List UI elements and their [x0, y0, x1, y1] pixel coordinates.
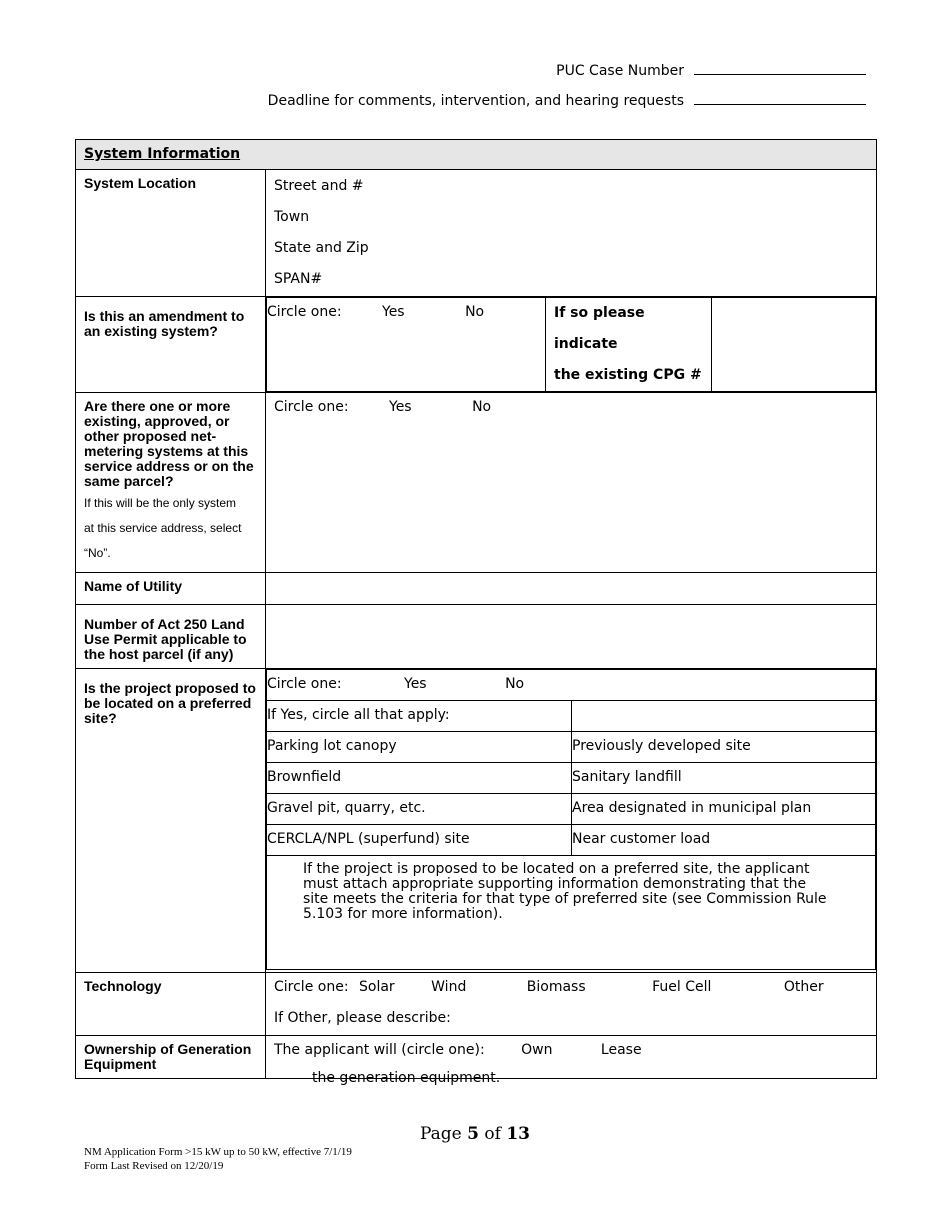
- amendment-no[interactable]: No: [465, 304, 485, 320]
- technology-label: Technology: [76, 973, 266, 1036]
- note-line-1: If this will be the only system: [84, 496, 237, 510]
- deadline-label: Deadline for comments, intervention, and hearing requests: [267, 93, 684, 109]
- puc-case-number-field[interactable]: [694, 62, 866, 75]
- page-number: [0, 1124, 950, 1144]
- span-field[interactable]: SPAN#: [274, 271, 323, 287]
- preferred-yes[interactable]: Yes: [404, 676, 427, 692]
- existing-cpg-label: [546, 298, 712, 392]
- site-cercla[interactable]: CERCLA/NPL (superfund) site: [267, 825, 572, 856]
- technology-choice: [266, 973, 876, 1004]
- if-yes-instruction: If Yes, circle all that apply:: [267, 701, 572, 732]
- cpg-label-line1: If so please indicate: [554, 305, 645, 352]
- system-location-label: System Location: [76, 170, 266, 297]
- page-word: Page: [419, 1124, 462, 1144]
- site-parking-lot[interactable]: Parking lot canopy: [267, 732, 572, 763]
- preferred-site-label: Is the project proposed to be located on a preferred site?: [76, 669, 266, 973]
- existing-yes[interactable]: Yes: [389, 399, 412, 415]
- preferred-site-note: If the project is proposed to be located on a preferred site, the applicant must attach appropriate supporting information demonstrating that the site meets the criteria for that type of preferred site (see Commission Rule 5.103 for more information).: [303, 861, 827, 922]
- ownership-own[interactable]: Own: [521, 1042, 553, 1058]
- circle-one-text: Circle one:: [267, 676, 342, 692]
- puc-case-label: PUC Case Number: [556, 63, 684, 79]
- act250-field[interactable]: [266, 605, 877, 669]
- site-sanitary-landfill[interactable]: Sanitary landfill: [572, 763, 876, 794]
- deadline-line: [268, 92, 866, 109]
- tech-other[interactable]: Other: [783, 979, 824, 995]
- tech-biomass[interactable]: Biomass: [526, 979, 586, 995]
- deadline-field[interactable]: [694, 92, 866, 105]
- utility-field[interactable]: [266, 573, 877, 605]
- existing-cpg-field[interactable]: [712, 298, 876, 392]
- existing-systems-question: Are there one or more existing, approved, or other proposed net-metering systems at this service address or on the same parcel?: [84, 398, 254, 489]
- puc-case-number-line: [556, 62, 866, 79]
- form-revised: Form Last Revised on 12/20/19: [84, 1160, 224, 1172]
- system-location-fields: [266, 170, 877, 297]
- amendment-question: Is this an amendment to an existing system?: [84, 308, 245, 339]
- circle-one-text: Circle one:: [274, 399, 349, 415]
- tech-fuel-cell[interactable]: Fuel Cell: [652, 979, 712, 995]
- note-line-2: at this service address, select: [84, 521, 242, 535]
- existing-no[interactable]: No: [472, 399, 492, 415]
- cpg-label-line2: the existing CPG #: [554, 367, 702, 383]
- circle-one-text: Circle one:: [267, 304, 342, 320]
- site-previously-developed[interactable]: Previously developed site: [572, 732, 876, 763]
- existing-choice: [266, 393, 876, 424]
- section-header: [76, 140, 877, 170]
- section-title: System Information: [84, 146, 241, 162]
- note-line-3: “No”.: [84, 546, 111, 560]
- system-information-table: [75, 139, 877, 1086]
- site-gravel-pit[interactable]: Gravel pit, quarry, etc.: [267, 794, 572, 825]
- preferred-site-note-cell: [267, 856, 876, 970]
- town-field[interactable]: Town: [274, 209, 310, 225]
- tech-solar[interactable]: Solar: [359, 979, 395, 995]
- ownership-lease[interactable]: Lease: [600, 1042, 642, 1058]
- tech-wind[interactable]: Wind: [431, 979, 467, 995]
- site-near-customer-load[interactable]: Near customer load: [572, 825, 876, 856]
- site-brownfield[interactable]: Brownfield: [267, 763, 572, 794]
- ownership-prefix: The applicant will (circle one):: [274, 1042, 485, 1058]
- utility-label: Name of Utility: [76, 573, 266, 605]
- preferred-choice: [267, 670, 876, 701]
- current-page: 5: [467, 1124, 479, 1144]
- preferred-no[interactable]: No: [505, 676, 525, 692]
- of-word: of: [484, 1124, 501, 1144]
- state-zip-field[interactable]: State and Zip: [274, 240, 369, 256]
- act250-label: Number of Act 250 Land Use Permit applicable to the host parcel (if any): [76, 605, 266, 669]
- ownership-answer: [266, 1036, 877, 1086]
- circle-one-text: Circle one:: [274, 979, 349, 995]
- existing-systems-label: [76, 393, 266, 573]
- preferred-site-answer: [266, 669, 877, 973]
- ownership-label: Ownership of Generation Equipment: [76, 1036, 266, 1079]
- site-municipal-plan[interactable]: Area designated in municipal plan: [572, 794, 876, 825]
- amendment-answer: [266, 297, 877, 393]
- total-pages: 13: [506, 1124, 531, 1144]
- amendment-yes[interactable]: Yes: [382, 304, 405, 320]
- amendment-label: [76, 297, 266, 393]
- ownership-choice: [266, 1036, 876, 1086]
- street-field[interactable]: Street and #: [274, 178, 364, 194]
- other-describe[interactable]: If Other, please describe:: [274, 1010, 451, 1026]
- form-name: NM Application Form >15 kW up to 50 kW, effective 7/1/19: [84, 1146, 352, 1158]
- if-yes-blank: [572, 701, 876, 732]
- existing-systems-answer: [266, 393, 877, 573]
- technology-answer: [266, 973, 877, 1036]
- ownership-suffix: the generation equipment.: [312, 1070, 501, 1086]
- amendment-choice: [267, 298, 546, 392]
